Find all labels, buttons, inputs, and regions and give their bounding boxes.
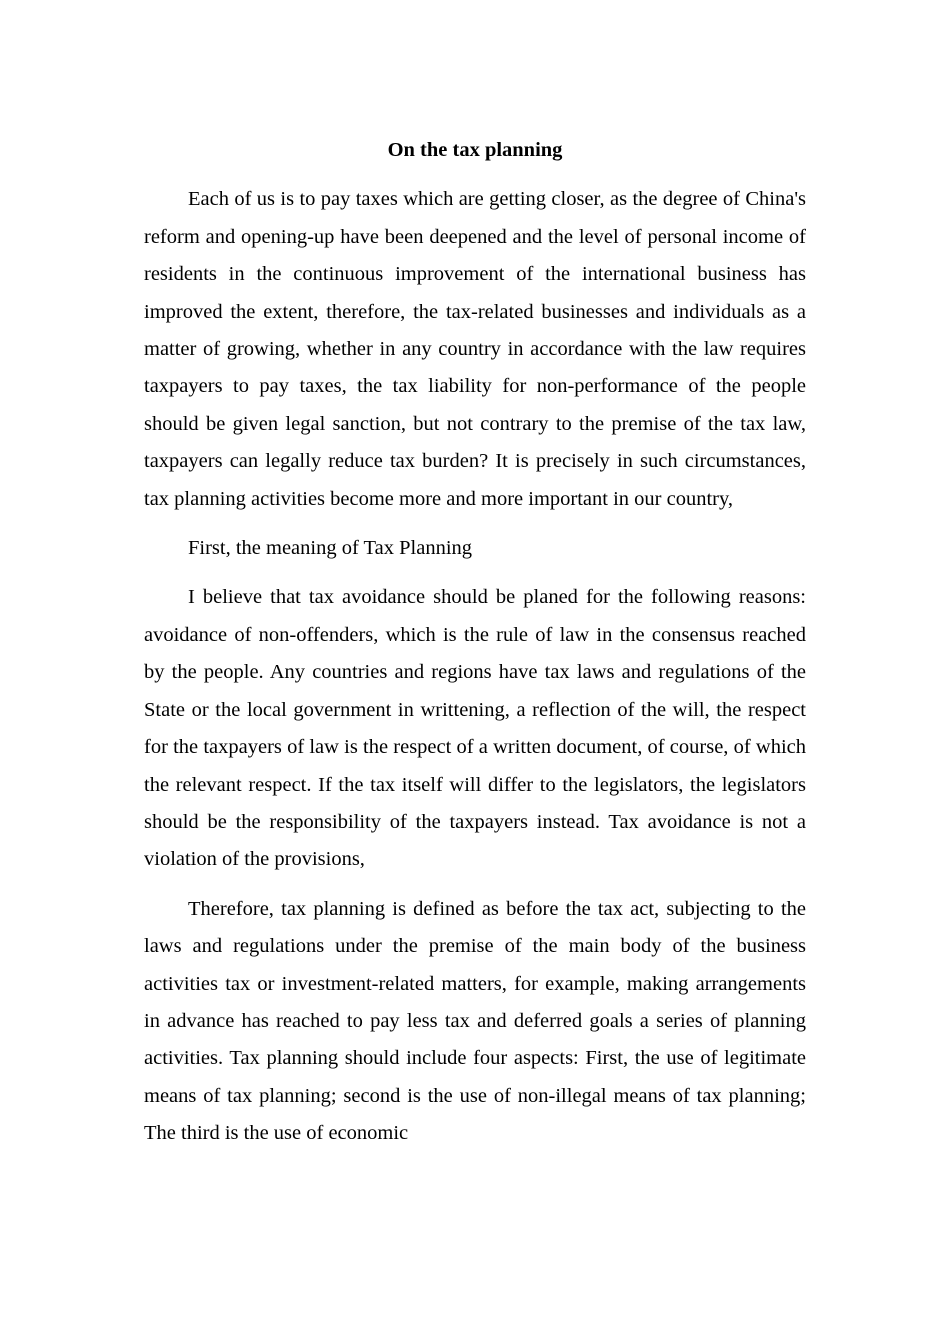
document-body (144, 132, 806, 1165)
paragraph-definition: Therefore, tax planning is defined as before the tax act, subjecting to the laws and regulations under the premise of the main body of the business activities tax or investment-related matters, for example, making arrangements in advance has reached to pay less tax and deferred goals a series of planning activities. Tax planning should include four aspects: First, the use of legitimate means of tax planning; second is the use of non-illegal means of tax planning; The third is the use of economic (144, 897, 806, 1145)
section-heading-meaning: First, the meaning of Tax Planning (188, 537, 473, 560)
paragraph-tax-avoidance: I believe that tax avoidance should be planed for the following reasons: avoidance of non-offenders, which is the rule of law in the consensus reached by the people. Any countries and regions have tax laws and regulations of the State or the local government in writtening, a reflection of the will, the respect for the taxpayers of law is the respect of a written document, of course, of which the relevant respect. If the tax itself will differ to the legislators, the legislators should be the responsibility of the taxpayers instead. Tax avoidance is not a violation of the provisions, (144, 586, 806, 871)
document-title: On the tax planning (387, 139, 563, 161)
paragraph-introduction: Each of us is to pay taxes which are getting closer, as the degree of China's reform and opening-up have been deepened and the level of personal income of residents in the continuous improvement of the international business has improved the extent, therefore, the tax-related businesses and individuals as a matter of growing, whether in any country in accordance with the law requires taxpayers to pay taxes, the tax liability for non-performance of the people should be given legal sanction, but not contrary to the premise of the tax law, taxpayers can legally reduce tax burden? It is precisely in such circumstances, tax planning activities become more and more important in our country, (144, 188, 806, 510)
